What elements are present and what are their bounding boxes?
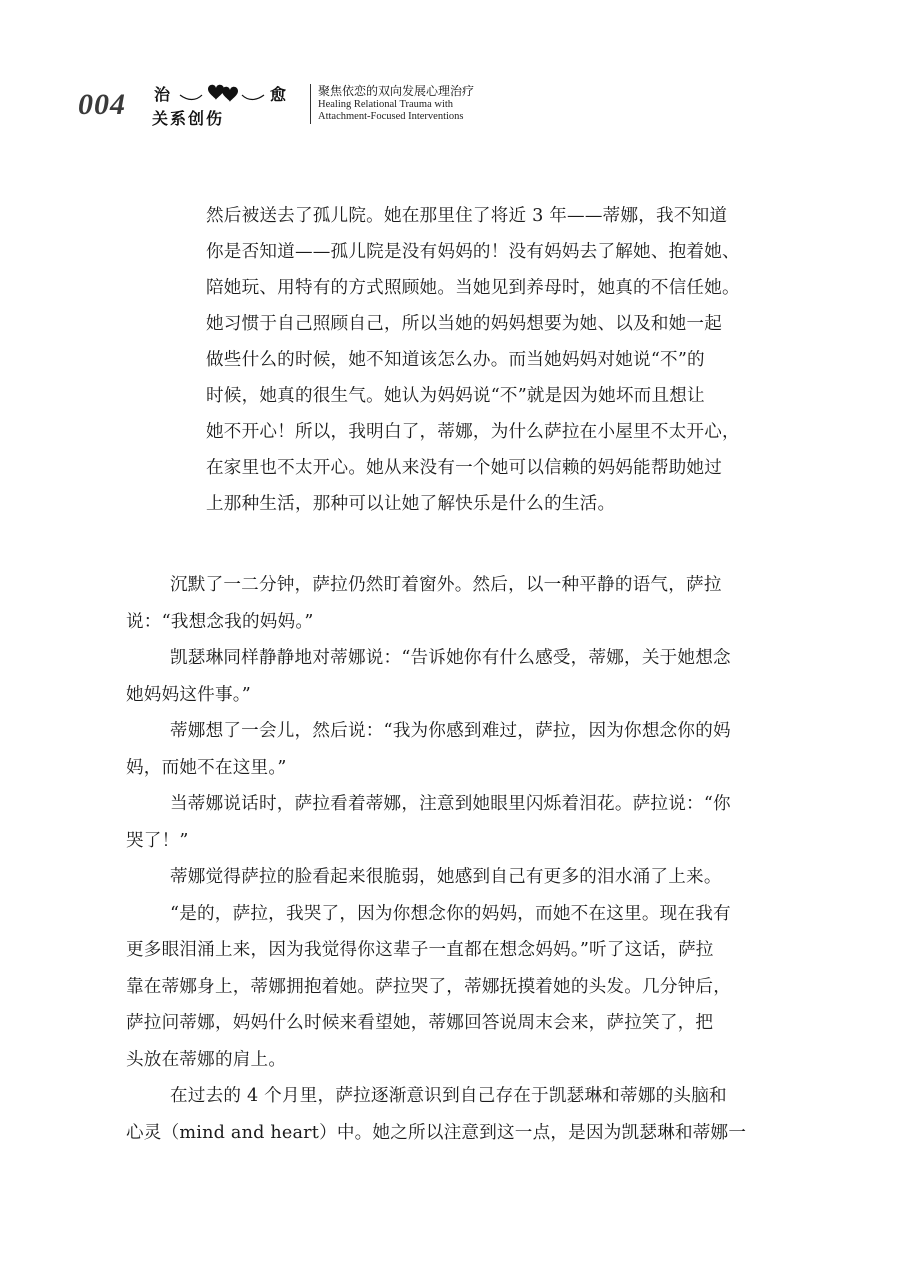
body-line: 更多眼泪涌上来，因为我觉得你这辈子一直都在想念妈妈。”听了这话，萨拉 <box>126 940 714 960</box>
body-line: 哭了！” <box>126 830 189 851</box>
body-line: 当蒂娜说话时，萨拉看着蒂娜，注意到她眼里闪烁着泪花。萨拉说：“你 <box>170 794 731 814</box>
body-line: 说：“我想念我的妈妈。” <box>126 611 314 632</box>
body-line: 在过去的 4 个月里，萨拉逐渐意识到自己存在于凯瑟琳和蒂娜的头脑和 <box>170 1086 727 1106</box>
running-header <box>78 80 498 130</box>
quote-line: 陪她玩、用特有的方式照顾她。当她见到养母时，她真的不信任她。 <box>206 278 740 298</box>
body-line: 蒂娜觉得萨拉的脸看起来很脆弱，她感到自己有更多的泪水涌了上来。 <box>170 867 722 887</box>
page-number: 004 <box>78 88 126 121</box>
quote-line: 做些什么的时候，她不知道该怎么办。而当她妈妈对她说“不”的 <box>206 350 705 370</box>
quote-line: 她不开心！所以，我明白了，蒂娜，为什么萨拉在小屋里不太开心， <box>206 422 740 442</box>
book-title-en-line1: Healing Relational Trauma with <box>318 99 454 110</box>
series-logo <box>150 82 302 128</box>
quote-line: 她习惯于自己照顾自己，所以当她的妈妈想要为她、以及和她一起 <box>206 314 723 334</box>
body-line: 蒂娜想了一会儿，然后说：“我为你感到难过，萨拉，因为你想念你的妈 <box>170 721 731 741</box>
quote-line: 上那种生活，那种可以让她了解快乐是什么的生活。 <box>206 494 616 514</box>
body-line: 靠在蒂娜身上，蒂娜拥抱着她。萨拉哭了，蒂娜抚摸着她的头发。几分钟后， <box>126 976 731 997</box>
quote-line: 然后被送去了孤儿院。她在那里住了将近 3 年——蒂娜，我不知道 <box>206 206 728 226</box>
quote-block <box>206 198 780 522</box>
quote-line: 时候，她真的很生气。她认为妈妈说“不”就是因为她坏而且想让 <box>206 386 705 406</box>
body-line: 沉默了一二分钟，萨拉仍然盯着窗外。然后，以一种平静的语气，萨拉 <box>170 575 722 595</box>
body-line: 妈，而她不在这里。” <box>126 757 287 778</box>
body-line: 凯瑟琳同样静静地对蒂娜说：“告诉她你有什么感受，蒂娜，关于她想念 <box>170 648 731 668</box>
body-text <box>126 567 780 1151</box>
header-divider <box>310 84 311 124</box>
body-line: “是的，萨拉，我哭了，因为你想念你的妈妈，而她不在这里。现在我有 <box>170 903 731 924</box>
quote-line: 你是否知道——孤儿院是没有妈妈的！没有妈妈去了解她、抱着她、 <box>206 242 740 262</box>
body-line: 她妈妈这件事。” <box>126 684 251 705</box>
book-info <box>318 82 578 123</box>
quote-line: 在家里也不太开心。她从来没有一个她可以信赖的妈妈能帮助她过 <box>206 458 723 478</box>
book-title-cn: 聚焦依恋的双向发展心理治疗 <box>318 84 475 98</box>
series-name: 关系创伤 <box>152 109 225 128</box>
double-heart-icon <box>178 81 268 103</box>
series-logo-char-right: 愈 <box>270 85 287 104</box>
book-title-en-line2: Attachment-Focused Interventions <box>318 111 464 122</box>
body-line: 头放在蒂娜的肩上。 <box>126 1049 287 1070</box>
body-line: 心灵（mind and heart）中。她之所以注意到这一点，是因为凯瑟琳和蒂娜一 <box>126 1122 747 1143</box>
body-line: 萨拉问蒂娜，妈妈什么时候来看望她，蒂娜回答说周末会来，萨拉笑了，把 <box>126 1013 714 1033</box>
series-logo-char-left: 治 <box>154 85 171 104</box>
